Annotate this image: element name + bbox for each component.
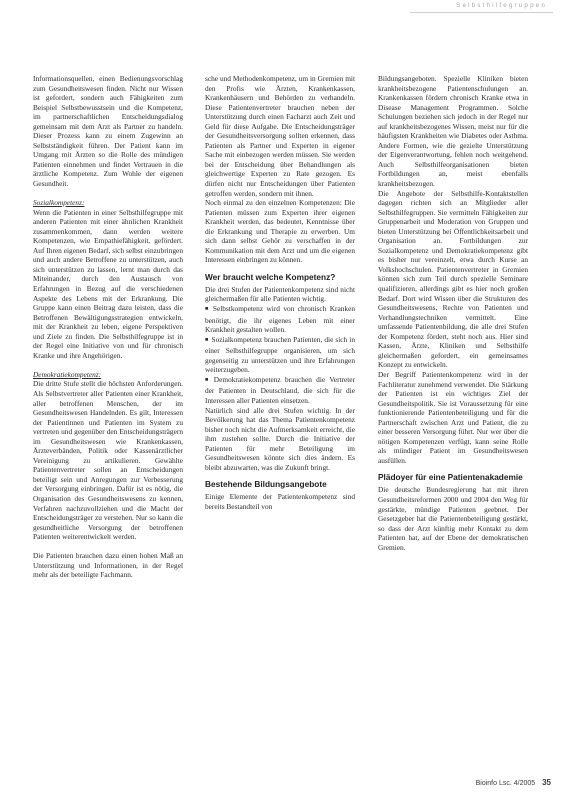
section-heading-patientenakademie: Plädoyer für eine Patientenakademie: [378, 472, 523, 483]
paragraph: Informationsquellen, einen Bedienungsvorschlag zum Gesundheitswesen finden. Nicht nur Wissen ist gefordert, sondern auch Fähigkeiten zum Beispiel Selbstbewusstsein und die Kompetenz, im partnerschaftlichen Entscheidungsdialog gemeinsam mit dem Arzt als Partner zu handeln. Dieser Prozess kann zu einem Zugewinn an Selbstständigkeit führen. Der Patient kann im Umgang mit Ärzten so die Rolle des mündigen Patienten einnehmen und findet Vertrauen in die ärztliche Kompetenz. Zum Wohle der eigenen Gesundheit.: [33, 74, 183, 189]
paragraph: Bildungsangeboten. Spezielle Kliniken bieten krankheitsbezogene Patientenschulungen an. Krankenkassen fördern chronisch Kranke etwa in Disease Management Programmen. Solche Schulungen beziehen sich jedoch in der Regel nur auf krankheitsbezogenes Wissen, meist nur für die häufigsten Krankheiten wie Diabetes oder Asthma. Andere Formen, wie die gezielte Unterstützung der Eigenverantwortung, fehlen noch weitgehend. Auch Selbsthilfeorganisationen bieten Fortbildungen an, meist ebenfalls krankheitsbezogen.: [378, 74, 528, 189]
paragraph: Die dritte Stufe stellt die höchsten Anforderungen. Als Selbstvertreter aller Patienten einer Krankheit, aller betroffenen Menschen, der im Gesundheitswesen Handelnden. Es gilt, Interessen der Patientinnen und Patienten im System zu vertreten und gegenüber den Entscheidungsträgern im Gesundheitswesen wie Krankenkassen, Ärzteverbänden, Politik oder Kassenärztlicher Vereinigung zu artikulieren. Gewählte Patientenvertreter sollen an Entscheidungen beteiligt sein und Anregungen zur Verbesserung der Versorgung einbringen. Dafür ist es nötig, die Organisation des Gesundheitswesens zu kennen, Verfahren nachzuvollziehen und die Macht der Entscheidungsträger zu verstehen. Nur so kann die gesundheitliche Versorgung der betroffenen Patienten weiterentwickelt werden.: [33, 379, 183, 542]
paragraph: Wenn die Patienten in einer Selbsthilfegruppe mit anderen Patienten mit einer ähnlichen Krankheit zusammenkommen, dann werden weitere Kompetenzen, wie Empathiefähigkeit, gefördert. Auf Ihren eigenen Bedarf, sich selbst einzubringen und auch andere Betroffene zu unterstützen, auch sich unterstützen zu lassen, lernt man durch das Miteinander, durch den Austausch von Erfahrungen in Bezug auf die verschiedenen Aspekte des Lebens mit der Erkrankung. Die Gruppe kann einen Beitrag dazu leisten, dass die Betroffenen Bewältigungsstrategien entwickeln, mit der Krankheit zu leben, eigene Perspektiven und Ziele zu finden. Die Selbsthilfegruppe ist in der Regel eine Initiative von und für chronisch Kranke und ihre Angehörigen.: [33, 207, 183, 360]
section-heading-bildungsangebote: Bestehende Bildungsangebote: [205, 479, 327, 490]
paragraph: Der Begriff Patientenkompetenz wird in der Fachliteratur zunehmend verwendet. Die Stärkung der Patienten ist ein wichtiges Ziel der Gesundheitspolitik. Sie ist Voraussetzung für eine funktionierende Patientenbeteiligung und für die Partnerschaft zwischen Arzt und Patient, die zu einer besseren Versorgung führt. Nur wer über die nötigen Kompetenzen verfügt, kann seine Rolle als mündiger Patient im Gesundheitswesen ausfüllen.: [378, 369, 528, 465]
text-column-2: [205, 74, 355, 774]
page-number: 35: [542, 778, 551, 787]
bullet-item-demokratiekompetenz: ■ Demokratiekompetenz brauchen die Vertreter der Patienten in Deutschland, die sich für die Interessen aller Patienten einsetzen.: [205, 375, 355, 406]
subheading-sozialkompetenz: Sozialkompetenz:: [33, 198, 85, 208]
paragraph: Die deutsche Bundesregierung hat mit ihren Gesundheitsreformen 2000 und 2004 den Weg für gestärkte, mündige Patienten geebnet. Der Gesetzgeber hat die Patientenbeteiligung gestärkt, so dass der Arzt künftig mehr Kontakt zu dem Patienten hat, auf der Ebene der demokratischen Gremien.: [378, 485, 528, 552]
paragraph: sche und Methodenkompetenz, um in Gremien mit den Profis wie Ärzten, Krankenkassen, Krankenhäusern und Behörden zu verhandeln. Diese Patientenvertreter brauchen neben der Unterstützung durch einen Facharzt auch Zeit und Geld für diese Aufgabe. Die Entscheidungsträger der Gesundheitsversorgung sollten erkennen, dass Patienten als Partner und Experten in eigener Sache mit einbezogen werden müssen. Sie werden bei der Entscheidung über Behandlungen als gleichwertige Experten zu Rate gezogen. Es dürfen nicht nur Entscheidungen über Patienten getroffen werden, sondern mit ihnen.: [205, 74, 355, 198]
bullet-item-selbstkompetenz: ■ Selbstkompetenz wird von chronisch Kranken benötigt, die ihr eigenes Leben mit einer Krankheit gestalten wollen.: [205, 304, 355, 335]
text-column-3: [378, 74, 528, 774]
section-label: Selbsthilfegruppen: [456, 2, 547, 9]
paragraph: Einige Elemente der Patientenkompetenz sind bereits Bestandteil von: [205, 492, 355, 511]
paragraph: Die Angebote der Selbsthilfe-Kontaktstellen dagegen richten sich an Mitglieder aller Selbsthilfegruppen. Sie vermitteln Fähigkeiten zur Gruppenarbeit und Moderation von Gruppen und bieten Unterstützung bei Öffentlichkeitsarbeit und Organisation an. Fortbildungen zur Sozialkompetenz und Demokratiekompetenz gibt es bisher nur vereinzelt, etwa durch Kurse an Volkshochschulen. Patientenvertreter in Gremien können sich zum Teil durch spezielle Seminare qualifizieren, allerdings gibt es hier noch großen Bedarf. Dort wird Wissen über die Strukturen des Gesundheitswesens, Rechte von Patienten und Verhandlungstechniken vermittelt. Eine umfassende Patientenbildung, die alle drei Stufen der Kompetenz fördert, steht noch aus. Hier sind Kassen, Ärzte, Kliniken und Selbsthilfe gleichermaßen gefordert, ein gemeinsames Konzept zu entwickeln.: [378, 188, 528, 370]
subheading-demokratiekompetenz: Demokratiekompetenz:: [33, 369, 102, 379]
paragraph: Natürlich sind alle drei Stufen wichtig. In der Bevölkerung hat das Thema Patientenkompetenz bisher noch nicht die Aufmerksamkeit erreicht, die ihm zustehen sollte. Durch die Initiative der Patienten für mehr Beteiligung im Gesundheitswesen könnte sich dies ändern. Es bleibt abzuwarten, was die Zukunft bringt.: [205, 405, 355, 472]
paragraph: Die Patienten brauchen dazu einen hohen Maß an Unterstützung und Informationen, in der Regel mehr als der beteiligte Fachmann.: [33, 551, 183, 580]
text-column-1: [33, 74, 183, 774]
journal-reference: Bioinfo Lsc. 4/2005: [475, 780, 536, 787]
paragraph: Noch einmal zu den einzelnen Kompetenzen: Die Patienten müssen zum Experten ihrer eigenen Krankheit werden, das bedeutet, Kenntnisse über die Erkrankung und Therapie zu erwerben. Um sich dann selbst Gehör zu verschaffen in der Kommunikation mit dem Arzt und um die eigenen Interessen einbringen zu können.: [205, 198, 355, 265]
bullet-item-sozialkompetenz: ■ Sozialkompetenz brauchen Patienten, die sich in einer Selbsthilfegruppe organisieren, um sich gegenseitig zu unterstützen und ihre Erfahrungen weiterzugeben.: [205, 335, 355, 375]
page-footer: [476, 778, 551, 787]
section-heading-kompetenz: Wer braucht welche Kompetenz?: [205, 271, 336, 282]
paragraph: Die drei Stufen der Patientenkompetenz sind nicht gleichermaßen für alle Patienten wichtig.: [205, 284, 355, 304]
